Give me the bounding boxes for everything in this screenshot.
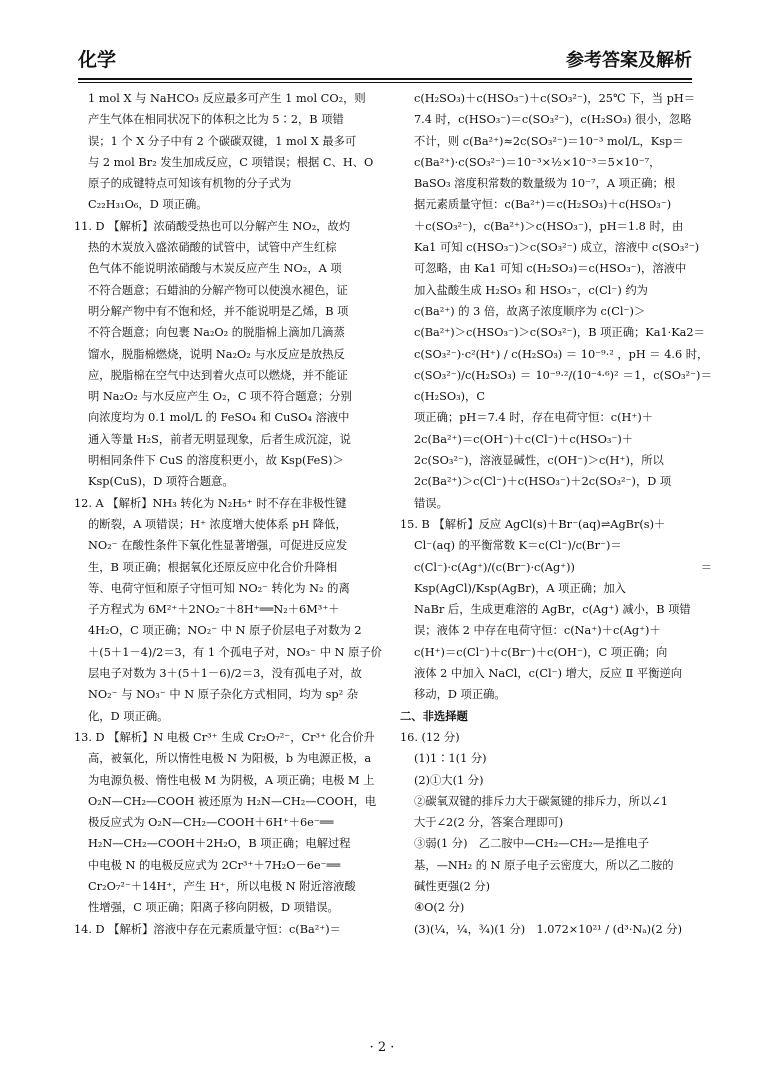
text-line: 大于∠2(2 分，答案合理即可) bbox=[414, 816, 564, 830]
text-line: C₂₂H₃₁O₆，D 项正确。 bbox=[88, 198, 208, 212]
text-line: 加入盐酸生成 H₂SO₃ 和 HSO₃⁻，c(Cl⁻) 约为 bbox=[414, 283, 648, 297]
text-line: ＋(5＋1－4)/2＝3，有 1 个孤电子对，NO₃⁻ 中 N 原子价 bbox=[88, 645, 382, 659]
document-title: 参考答案及解析 bbox=[566, 50, 692, 71]
text-line: BaSO₃ 溶度积常数的数量级为 10⁻⁷，A 项正确；根 bbox=[414, 177, 676, 191]
text-line: NO₂⁻ 在酸性条件下氧化性显著增强，可促进反应发 bbox=[88, 539, 348, 553]
text-line: (2)①大(1 分) bbox=[414, 773, 484, 787]
text-line: ②碳氧双键的排斥力大于碳氮键的排斥力，所以∠1 bbox=[414, 794, 668, 808]
formula-line: c(Cl⁻)·c(Ag⁺)/(c(Br⁻)·c(Ag⁺)) ＝ Ksp(AgCl)/Ksp(AgBr)，A 项正确；加入 bbox=[414, 560, 712, 595]
text-line: 碱性更强(2 分) bbox=[414, 879, 491, 893]
header-rule-thin bbox=[78, 82, 692, 83]
text-line: 1 mol X 与 NaHCO₃ 反应最多可产生 1 mol CO₂，则 bbox=[88, 92, 366, 105]
formula-line: (3)(¼，¼，¾)(1 分) 1.072×10²¹ / (d³·Nₐ)(2 分) bbox=[414, 922, 682, 936]
left-column bbox=[74, 88, 384, 940]
text-line: 明分解产物中有不饱和烃，并不能说明是乙烯，B 项 bbox=[88, 304, 349, 318]
text-line: 误；液体 2 中存在电荷守恒：c(Na⁺)＋c(Ag⁺)＋ bbox=[414, 624, 661, 638]
text-line: O₂N—CH₂—COOH 被还原为 H₂N—CH₂—COOH，电 bbox=[88, 794, 377, 808]
text-line: 产生气体在相同状况下的体积之比为 5∶2，B 项错 bbox=[88, 113, 344, 127]
text-line: 明相同条件下 CuS 的溶度积更小，故 Ksp(FeS)＞ bbox=[88, 454, 344, 468]
text-line: 2c(SO₃²⁻)，溶液显碱性，c(OH⁻)＞c(H⁺)，所以 bbox=[414, 454, 664, 468]
text-line: 生，B 项正确；根据氧化还原反应中化合价升降相 bbox=[88, 560, 338, 574]
subject-title: 化学 bbox=[78, 49, 117, 71]
text-line: 错误。 bbox=[414, 496, 448, 510]
text-line: 可忽略，由 Ka1 可知 c(H₂SO₃)＝c(HSO₃⁻)，溶液中 bbox=[414, 262, 687, 276]
text-line: 层电子对数为 3＋(5＋1－6)/2＝3，没有孤电子对，故 bbox=[88, 667, 362, 681]
question-14-head: 14. D 【解析】溶液中存在元素质量守恒：c(Ba²⁺)＝ bbox=[74, 922, 341, 936]
text-line: c(Ba²⁺)＞c(HSO₃⁻)＞c(SO₃²⁻)，B 项正确；Ka1·Ka2＝ bbox=[414, 326, 705, 340]
text-line: 等、电荷守恒和原子守恒可知 NO₂⁻ 转化为 N₂ 的离 bbox=[88, 581, 350, 595]
text-line: 原子的成键特点可知该有机物的分子式为 bbox=[88, 177, 292, 191]
text-line: 项正确；pH＝7.4 时，存在电荷守恒：c(H⁺)＋ bbox=[414, 411, 654, 425]
text-line: NO₂⁻ 与 NO₃⁻ 中 N 原子杂化方式相同，均为 sp² 杂 bbox=[88, 688, 359, 702]
text-line: 液体 2 中加入 NaCl，c(Cl⁻) 增大，反应 Ⅱ 平衡逆向 bbox=[414, 667, 683, 681]
text-line: 子方程式为 6M²⁺＋2NO₂⁻＋8H⁺══N₂＋6M³⁺＋ bbox=[88, 603, 340, 617]
text-line: c(Ba²⁺) 的 3 倍，故离子浓度顺序为 c(Cl⁻)＞ bbox=[414, 304, 646, 318]
text-line: ④O(2 分) bbox=[414, 901, 465, 915]
header-rule-thick bbox=[78, 78, 692, 80]
text-line: (1)1∶1(1 分) bbox=[414, 752, 487, 766]
question-11-head: 11. D 【解析】浓硝酸受热也可以分解产生 NO₂，故灼 bbox=[74, 219, 351, 233]
text-line: ③弱(1 分) 乙二胺中—CH₂—CH₂—是推电子 bbox=[414, 837, 650, 851]
text-line: 色气体不能说明浓硝酸与木炭反应产生 NO₂，A 项 bbox=[88, 262, 342, 276]
text-line: 基，—NH₂ 的 N 原子电子云密度大，所以乙二胺的 bbox=[414, 858, 674, 872]
text-line: 热的木炭放入盛浓硝酸的试管中，试管中产生红棕 bbox=[88, 241, 337, 255]
text-line: c(H⁺)＝c(Cl⁻)＋c(Br⁻)＋c(OH⁻)，C 项正确；向 bbox=[414, 645, 668, 659]
text-line: Ksp(CuS)，D 项符合题意。 bbox=[88, 475, 234, 489]
text-line: 性增强，C 项正确；阳离子移向阴极，D 项错误。 bbox=[88, 901, 339, 915]
question-13-head: 13. D 【解析】N 电极 Cr³⁺ 生成 Cr₂O₇²⁻，Cr³⁺ 化合价升 bbox=[74, 730, 375, 744]
text-line: 与 2 mol Br₂ 发生加成反应，C 项错误；根据 C、H、O bbox=[88, 155, 374, 169]
text-line: 馏水，脱脂棉燃烧，说明 Na₂O₂ 与水反应是放热反 bbox=[88, 347, 345, 361]
text-line: 的断裂，A 项错误；H⁺ 浓度增大使体系 pH 降低， bbox=[88, 517, 347, 531]
formula-line: c(SO₃²⁻)·c²(H⁺) / c(H₂SO₃) ＝ 10⁻⁹·² ，pH ＝ 4.6 时， bbox=[414, 347, 709, 361]
text-line: 极反应式为 O₂N—CH₂—COOH＋6H⁺＋6e⁻══ bbox=[88, 816, 334, 830]
text-line: 误；1 个 X 分子中有 2 个碳碳双键，1 mol X 最多可 bbox=[88, 134, 357, 148]
text-line: 不符合题意；向包裹 Na₂O₂ 的脱脂棉上滴加几滴蒸 bbox=[88, 326, 345, 340]
page-header bbox=[78, 38, 692, 72]
text-line: 应，脱脂棉在空气中达到着火点可以燃烧，并不能证 bbox=[88, 368, 348, 382]
text-line: c(H₂SO₃)＋c(HSO₃⁻)＋c(SO₃²⁻)，25℃ 下，当 pH＝ bbox=[414, 92, 696, 105]
page-number: · 2 · bbox=[369, 1040, 395, 1055]
question-12-head: 12. A 【解析】NH₃ 转化为 N₂H₅⁺ 时不存在非极性键 bbox=[74, 496, 347, 510]
text-line: 2c(Ba²⁺)＝c(OH⁻)＋c(Cl⁻)＋c(HSO₃⁻)＋ bbox=[414, 432, 634, 446]
text-line: 明 Na₂O₂ 与水反应产生 O₂，C 项不符合题意；分别 bbox=[88, 390, 352, 404]
text-line: ＋c(SO₃²⁻)，c(Ba²⁺)＞c(HSO₃⁻)，pH＝1.8 时，由 bbox=[414, 219, 684, 233]
text-line: 7.4 时，c(HSO₃⁻)＝c(SO₃²⁻)，c(H₂SO₃) 很小，忽略 bbox=[414, 113, 692, 127]
right-column bbox=[400, 88, 712, 940]
text-line: 中电极 N 的电极反应式为 2Cr³⁺＋7H₂O－6e⁻══ bbox=[88, 858, 341, 872]
text-line: 为电源负极、惰性电极 M 为阴极，A 项正确；电极 M 上 bbox=[88, 773, 375, 787]
text-line: 通入等量 H₂S，前者无明显现象，后者生成沉淀，说 bbox=[88, 432, 351, 446]
text-line: H₂N—CH₂—COOH＋2H₂O，B 项正确；电解过程 bbox=[88, 837, 351, 851]
text-line: Cr₂O₇²⁻＋14H⁺，产生 H⁺，所以电极 N 附近溶液酸 bbox=[88, 879, 356, 893]
text-line: 不符合题意；石蜡油的分解产物可以使溴水褪色，证 bbox=[88, 283, 348, 297]
text-line: 向浓度均为 0.1 mol/L 的 FeSO₄ 和 CuSO₄ 溶液中 bbox=[88, 411, 350, 425]
text-line: NaBr 后，生成更难溶的 AgBr，c(Ag⁺) 减小，B 项错 bbox=[414, 603, 691, 617]
formula-line: c(SO₃²⁻)/c(H₂SO₃) ＝ 10⁻⁹·²/(10⁻⁴·⁶)² ＝1，c(SO₃²⁻)＝c(H₂SO₃)，C bbox=[414, 368, 712, 404]
text-line: 高，被氧化，所以惰性电极 N 为阳极，b 为电源正极，a bbox=[88, 752, 372, 766]
text-line: 化，D 项正确。 bbox=[88, 709, 169, 723]
text-line: 2c(Ba²⁺)＞c(Cl⁻)＋c(HSO₃⁻)＋2c(SO₃²⁻)，D 项 bbox=[414, 475, 672, 489]
text-line: 4H₂O，C 项正确；NO₂⁻ 中 N 原子价层电子对数为 2 bbox=[88, 624, 362, 638]
question-16-head: 16. (12 分) bbox=[400, 730, 460, 744]
question-15-head: 15. B 【解析】反应 AgCl(s)＋Br⁻(aq)⇌AgBr(s)＋ bbox=[400, 517, 666, 531]
section-heading: 二、非选择题 bbox=[400, 709, 468, 723]
formula-line: Cl⁻(aq) 的平衡常数 K＝c(Cl⁻)/c(Br⁻)＝ bbox=[414, 539, 622, 553]
text-line: 不计，则 c(Ba²⁺)≈2c(SO₃²⁻)＝10⁻³ mol/L，Ksp＝ bbox=[414, 134, 684, 148]
text-line: 移动，D 项正确。 bbox=[414, 688, 506, 702]
text-line: 据元素质量守恒：c(Ba²⁺)＝c(H₂SO₃)＋c(HSO₃⁻) bbox=[414, 198, 672, 212]
text-line: c(Ba²⁺)·c(SO₃²⁻)＝10⁻³×½×10⁻³＝5×10⁻⁷， bbox=[414, 155, 661, 169]
text-line: Ka1 可知 c(HSO₃⁻)＞c(SO₃²⁻) 成立，溶液中 c(SO₃²⁻) bbox=[414, 241, 700, 255]
